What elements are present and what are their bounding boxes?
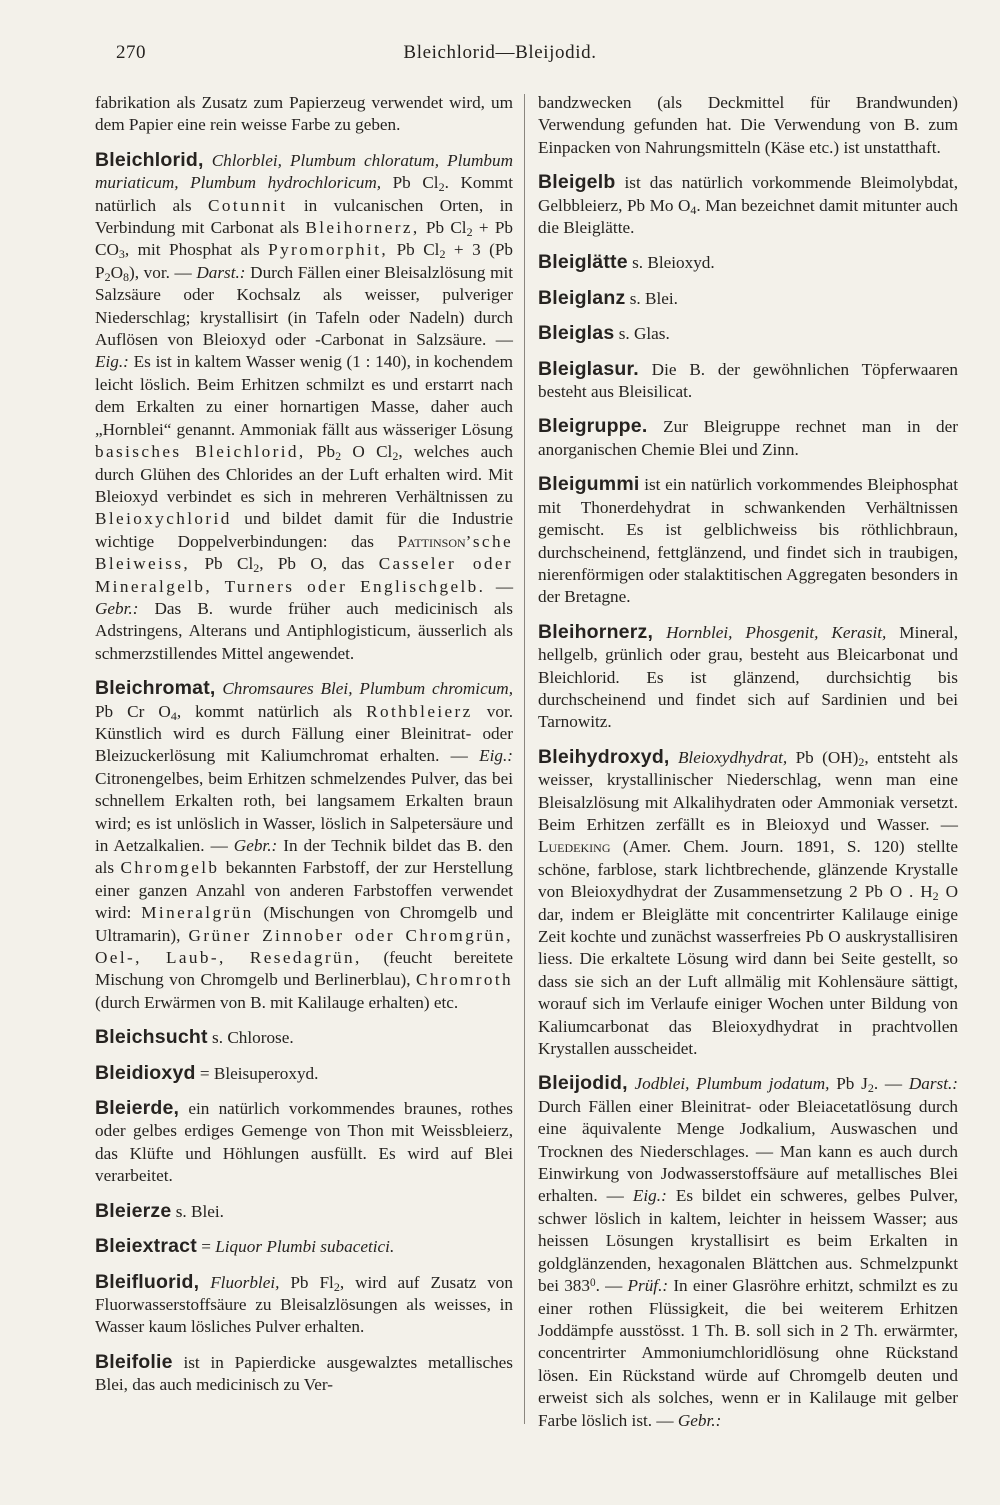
entry-text: Citronengelbes, beim Erhitzen schmelzendes Pulver, das bei schnellem Erkalten roth, bei langsamem Erkalten braun wird; es ist unlöslich in Wasser, löslich in Salpetersäure und in Aetzalkalien. — xyxy=(95,768,513,855)
compound-name: Chromgelb xyxy=(120,858,220,878)
compound-name: Mineralgrün xyxy=(141,903,254,923)
person-name: Luedeking xyxy=(538,837,611,857)
headword: Bleigruppe. xyxy=(538,415,648,438)
section-label: Darst.: xyxy=(908,1074,959,1094)
entry-bleidioxyd xyxy=(95,1062,513,1085)
headword: Bleiglanz xyxy=(538,286,626,309)
continuation-text: fabrikation als Zusatz zum Papierzeug verwendet wird, um dem Papier eine rein weisse Farbe zu geben. xyxy=(95,93,513,135)
entry-text: Pb Cl xyxy=(425,218,467,238)
subscript: 2 xyxy=(253,561,260,576)
subscript: 4 xyxy=(690,202,697,217)
entry-text: bekannten Farbstoff, der zur Herstellung einer ganzen Anzahl von anderen Farbstoffen verwendet wird: xyxy=(95,858,513,923)
entry-bleijodid xyxy=(538,1072,958,1432)
synonyms: Liquor Plumbi subacetici. xyxy=(215,1237,395,1257)
entry-bleiglasur xyxy=(538,358,958,404)
entry-text: ein natürlich vorkommendes braunes, rothes oder gelbes erdiges Gemenge von Thon mit Weissbleierz, das Klüfte und Höhlungen ausfüllt. Es wird auf Blei verarbeitet. xyxy=(95,1099,513,1186)
section-label: Eig.: xyxy=(479,746,513,766)
entry-text: Durch Fällen einer Bleisalzlösung mit Salzsäure oder Kochsalz als weisser, pulveriger Niederschlag; krystallisirt (in Tafeln oder Nadeln) durch Auflösen von Bleioxyd oder -Carbonat in Salzsäure. — xyxy=(95,262,514,350)
section-label: Gebr.: xyxy=(677,1410,722,1430)
entry-text: + 3 (Pb P xyxy=(95,240,514,282)
headword: Bleichromat, xyxy=(95,677,216,700)
entry-text: Pb Cl xyxy=(396,240,440,260)
synonyms: Fluorblei, xyxy=(210,1272,280,1292)
entry-text: In einer Glasröhre erhitzt, schmilzt es zu einer rothen Flüssigkeit, die bei weiterem Erhitzen Joddämpfe ausstösst. 1 Th. B. soll sich in 2 Th. erwärmter, concentrirter Ammoniumchloridlösung ohne Rückstand lösen. Ein Rückstand würde auf Chromgelb deuten und erweist sich als solches, wenn er in Kalilauge mit gelber Farbe löslich ist. — xyxy=(538,1276,959,1430)
subscript: 2 xyxy=(104,269,111,284)
entry-text: . — xyxy=(595,1276,623,1296)
synonyms: Chromsaures Blei, Plumbum chromicum, xyxy=(222,679,514,699)
mineral-name: Cotunnit xyxy=(208,195,288,215)
entry-bleigruppe xyxy=(538,415,958,461)
entry-text: ist in Papierdicke ausgewalztes metallisches Blei, das auch medicinisch zu Ver- xyxy=(95,1352,513,1395)
synonyms: Jodblei, Plumbum jodatum, xyxy=(634,1074,830,1094)
headword: Bleiglätte xyxy=(538,251,628,274)
entry-text: Das B. wurde früher auch medicinisch als Adstringens, Alterans und Antiphlogisticum, äusserlich als schmerzstillendes Mittel angewendet. xyxy=(95,598,513,663)
headword: Bleigummi xyxy=(538,473,640,496)
section-label: Eig.: xyxy=(95,352,129,372)
section-label: Eig.: xyxy=(632,1186,667,1206)
entry-text: Pb Cr O xyxy=(95,701,171,721)
entry-text: = xyxy=(201,1237,211,1257)
compound-name: Chromroth xyxy=(415,970,514,990)
entry-text: In der Technik bildet das B. den als xyxy=(95,836,514,878)
section-label: Gebr.: xyxy=(233,836,278,855)
mineral-name: Bleihornerz, xyxy=(305,218,420,238)
page-number: 270 xyxy=(116,42,146,63)
subscript: 2 xyxy=(333,1279,340,1294)
entry-text: und bildet damit für die Industrie wichtige Doppelverbindungen: das xyxy=(95,509,513,551)
entry-text: Es ist in kaltem Wasser wenig (1 : 140), in kochendem leicht löslich. Beim Erhitzen schmilzt es und erstarrt nach dem Erkalten zu einer hornartigen Masse, daher auch „Hornblei“ genannt. Ammoniak fällt aus wässeriger Lösung xyxy=(95,352,514,439)
headword: Bleichsucht xyxy=(95,1026,208,1049)
compound-name: Bleiweiss, xyxy=(95,554,191,574)
subscript: 2 xyxy=(439,247,446,262)
entry-text: vor. Künstlich wird es durch Fällung einer Bleinitrat- oder Bleizuckerlösung mit Kaliumchromat erhalten. — xyxy=(95,701,514,766)
entry-bleifolie xyxy=(95,1351,513,1397)
headword: Bleigelb xyxy=(538,171,616,194)
entry-bleihydroxyd xyxy=(538,746,958,1061)
entry-text: Die B. der gewöhnlichen Töpferwaaren besteht aus Bleisilicat. xyxy=(538,359,958,402)
entry-text: in vulcanischen Orten, in Verbindung mit Carbonat als xyxy=(95,195,513,238)
entry-text: Es bildet ein schweres, gelbes Pulver, schwer löslich in kaltem, leichter in heissem Wasser; aus heissen Lösungen krystallisirt es beim Erkalten in goldglänzenden, hexagonalen Blättchen aus. Schmelzpunkt bei 383 xyxy=(538,1186,958,1296)
entry-text: Zur Bleigruppe rechnet man in der anorganischen Chemie Blei und Zinn. xyxy=(538,417,959,459)
headword: Bleichlorid, xyxy=(95,148,204,171)
subscript: 2 xyxy=(438,180,445,195)
entry-text: . — xyxy=(873,1074,903,1094)
headword: Bleierde, xyxy=(95,1097,180,1120)
entry-text: — xyxy=(495,576,513,596)
entry-text: . Man bezeichnet damit mitunter auch die Bleiglätte. xyxy=(538,195,958,238)
entry-bleigummi xyxy=(538,473,958,608)
headword: Bleifluorid, xyxy=(95,1270,200,1293)
entry-text: Kommt natürlich als xyxy=(95,173,513,215)
entry-bleierze xyxy=(95,1200,513,1223)
section-label: Gebr.: xyxy=(95,598,139,618)
cross-reference: s. Bleioxyd. xyxy=(632,253,715,273)
entry-text: O xyxy=(110,262,123,282)
entry-bleierde xyxy=(95,1097,513,1188)
cross-reference: = Bleisuperoxyd. xyxy=(199,1063,319,1083)
headword: Bleiglas xyxy=(538,322,615,345)
mineral-name: Rothbleierz xyxy=(366,701,473,721)
entry-text: Pb xyxy=(316,442,336,462)
headword: Bleiextract xyxy=(95,1235,197,1258)
subscript: 8 xyxy=(123,269,130,284)
entry-bleiglaette xyxy=(538,251,958,274)
entry-bleichromat xyxy=(95,677,513,1014)
entry-bleiglas xyxy=(538,322,958,345)
entry-text: , Pb O, das xyxy=(259,554,365,574)
headword: Bleijodid, xyxy=(538,1072,628,1095)
entry-text: + Pb CO xyxy=(95,218,514,260)
subscript: 2 xyxy=(867,1081,874,1096)
entry-text: (Mischungen von Chromgelb und Ultramarin), xyxy=(95,903,514,945)
entry-text: O Cl xyxy=(352,442,393,462)
synonyms: Chlorblei, Plumbum chloratum, Plumbum muriaticum, Plumbum hydrochloricum, xyxy=(95,150,513,193)
entry-bleichlorid: Bleichlorid, Chlorblei, Plumbum chloratum, Plumbum muriaticum, Plumbum hydrochloricum, Pb $Cl_2$. Kommt natürlich als Cotunnit in vulcanischen Orten, in Verbindung mit Carbonat als Bleihornerz, Pb $Cl_2 + Pb$ $CO_3$, mit Phosphat als Pyromorphit, Pb $Cl_2 + 3$ (Pb $P_2O_8$), vor. — Darst.: Durch Fällen einer Bleisalzlösung mit Salzsäure oder Kochsalz als weisser, pulveriger Niederschlag; krystallisirt (in Tafeln oder Nadeln) durch Auflösen von Bleioxyd oder -Carbonat in Salzsäure. — Eig.: Es ist in kaltem Wasser wenig (1 : 140), in kochendem leicht löslich. Beim Erhitzen schmilzt es und erstarrt nach dem Erkalten zu einer hornartigen Masse, daher auch „Hornblei“ genannt. Ammoniak fällt aus wässeriger Lösung basisches Bleichlorid, $Pb_2$ O $Cl_2$, welches auch durch Glühen des Chlorides an der Luft erhalten wird. Mit Bleioxyd verbindet es sich in mehreren Verhältnissen zu Bleioxychlorid und bildet damit für die Industrie wichtige Doppelverbindungen: das Pattinson’sche Bleiweiss, Pb $Cl_2$, Pb O, das Casseler oder Mineralgelb, Turners oder Englischgelb. — Gebr.: Das B. wurde früher auch medicinisch als Adstringens, Alterans und Antiphlogisticum, äusserlich als schmerzstillendes Mittel angewendet. xyxy=(95,148,514,663)
entry-text: Pb Cl xyxy=(204,554,254,574)
continuation-text: bandzwecken (als Deckmittel für Brandwunden) Verwendung gefunden hat. Die Verwendung von B. zum Einpacken von Nahrungsmitteln (Käse etc.) ist unstatthaft. xyxy=(538,93,958,157)
headword: Bleifolie xyxy=(95,1350,173,1373)
cross-reference: s. Chlorose. xyxy=(212,1028,294,1048)
subscript: 2 xyxy=(335,449,342,464)
subscript: 2 xyxy=(858,754,865,769)
left-column xyxy=(95,92,513,1397)
headword: Bleihornerz, xyxy=(538,620,654,643)
entry-text: (feucht bereitete Mischung von Chromgelb und Berlinerblau), xyxy=(95,948,514,990)
entry-text: ist das natürlich vorkommende Bleimolybdat, Gelbbleierz, Pb Mo O xyxy=(538,173,958,215)
headword: Bleierze xyxy=(95,1199,172,1222)
entry-text: ), vor. — xyxy=(129,262,192,282)
entry-bleiextract xyxy=(95,1235,513,1258)
cross-reference: s. Blei. xyxy=(175,1201,224,1221)
right-column xyxy=(538,92,958,1432)
entry-text: Durch Fällen einer Bleinitrat- oder Bleiacetatlösung durch eine äquivalente Menge Jodkalium, Auswaschen und Trocknen des Niederschlages. — Man kann es auch durch Einwirkung von Jodwasserstoffsäure auf metallisches Blei erhalten. — xyxy=(538,1096,958,1206)
synonyms: Hornblei, Phosgenit, Kerasit, xyxy=(666,622,887,642)
running-title: Bleichlorid—Bleijodid. xyxy=(403,42,597,63)
entry-bleifluorid xyxy=(95,1271,513,1339)
entry-bleiglanz xyxy=(538,287,958,310)
entry-bleigelb xyxy=(538,171,958,239)
compound-name: Casseler oder Mineralgelb, Turners oder Englischgelb. xyxy=(95,554,513,596)
entry-text: , welches auch durch Glühen des Chlorides an der Luft erhalten wird. Mit Bleioxyd verbindet es sich in mehreren Verhältnissen zu xyxy=(95,442,514,506)
entry-text: , kommt natürlich als xyxy=(176,701,353,721)
entry-text: (Amer. Chem. Journ. 1891, S. 120) stellte schöne, farblose, stark lichtbrechende, glänzende Krystalle von Bleioxydhydrat der Zusammensetzung 2 Pb O . H xyxy=(538,837,958,902)
subscript: 3 xyxy=(118,247,125,262)
column-divider xyxy=(524,94,525,1424)
subscript: 4 xyxy=(170,708,177,723)
entry-bleihornerz xyxy=(538,621,958,734)
section-label: Prüf.: xyxy=(627,1276,669,1296)
entry-bleichsucht xyxy=(95,1026,513,1049)
section-label: Darst.: xyxy=(196,262,246,282)
compound-name: basisches Bleichlorid, xyxy=(95,442,306,462)
formula: Pb (OH) xyxy=(795,747,859,767)
subscript: 2 xyxy=(392,449,399,464)
compound-name: Grüner Zinnober oder Chromgrün, Oel-, Laub-, Resedagrün, xyxy=(95,925,514,968)
entry-text: (durch Erwärmen von B. mit Kalilauge erhalten) etc. xyxy=(95,992,459,1012)
compound-name: Bleioxychlorid xyxy=(95,509,232,529)
subscript: 2 xyxy=(466,225,473,240)
entry-text: ist ein natürlich vorkommendes Bleiphosphat mit Thonerdehydrat in schwankenden Verhältnissen gemischt. Es ist gelblichweiss bis röthlichbraun, durchscheinend, fettglänzend, und findet sich in traubigen, nierenförmigen oder stalaktitischen Aggregaten besonders in der Bretagne. xyxy=(538,475,958,607)
headword: Bleiglasur. xyxy=(538,357,639,380)
synonyms: Bleioxydhydrat, xyxy=(677,747,788,767)
entry-text: Mineral, hellgelb, grünlich oder grau, besteht aus Bleicarbonat und Bleichlorid. Es ist glänzend, durchsichtig bis durchscheinend und findet sich auf Sardinien und bei Tarnowitz. xyxy=(538,622,958,732)
page-header xyxy=(0,42,1000,68)
person-name: Pattinson xyxy=(397,531,466,551)
formula: Pb J xyxy=(836,1074,868,1094)
formula: Pb Cl xyxy=(392,173,439,193)
entry-text: , wird auf Zusatz von Fluorwasserstoffsäure zu Bleisalzlösungen als weisses, in Wasser kaum lösliches Pulver erhalten. xyxy=(95,1272,513,1337)
entry-text: O dar, indem er Bleiglätte mit concentrirter Kalilauge einige Zeit kochte und zunächst wasserfreies Pb O auskrystallisiren liess. Die erkaltete Lösung wird dann bei Seite gestellt, so dass sie sich an der Luft allmälig mit Kohlensäure sättigt, worauf sich im Verlaufe einiger Wochen unter Bildung von Kaliumcarbonat das Bleioxydhydrat in prachtvollen Krystallen ausscheidet. xyxy=(538,882,958,1059)
entry-text: , mit Phosphat als xyxy=(124,240,260,260)
mineral-name: Pyromorphit, xyxy=(268,240,389,260)
cross-reference: s. Glas. xyxy=(618,324,670,344)
formula: Pb Fl xyxy=(290,1272,334,1292)
superscript: 0 xyxy=(590,1277,596,1290)
headword: Bleidioxyd xyxy=(95,1061,196,1084)
subscript: 2 xyxy=(932,889,939,904)
entry-text: ’sche xyxy=(465,531,513,551)
cross-reference: s. Blei. xyxy=(629,288,678,308)
entry-text: , entsteht als weisser, krystallinischer Niederschlag, wenn man eine Bleisalzlösung mit Alkalihydraten oder Ammoniak versetzt. Beim Erhitzen zerfällt es in Bleioxyd und Wasser. — xyxy=(538,747,959,834)
headword: Bleihydroxyd, xyxy=(538,745,670,768)
